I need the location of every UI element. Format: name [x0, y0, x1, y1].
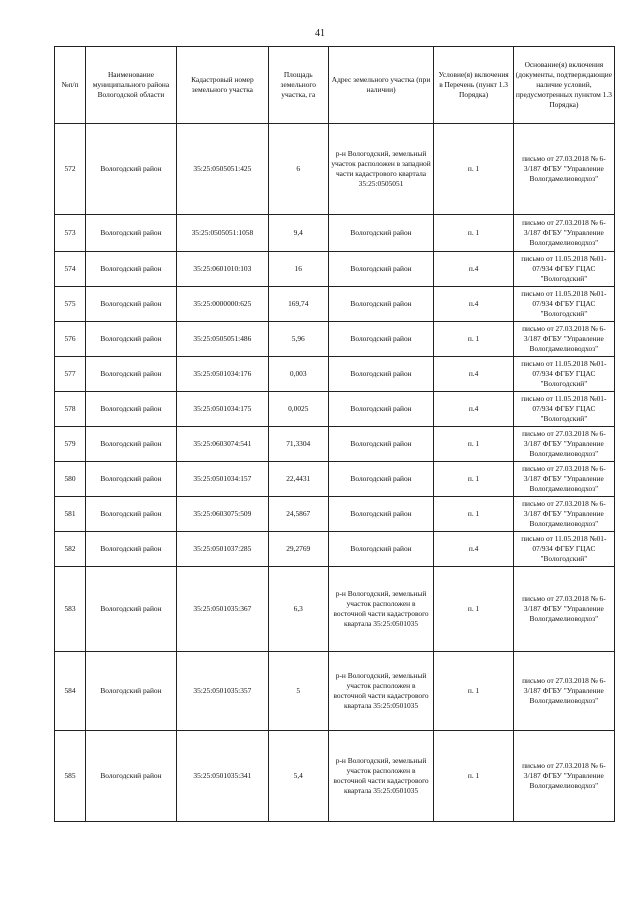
- cell-district: Вологодский район: [86, 252, 177, 287]
- header-cadastral-number: Кадастровый номер земельного участка: [176, 47, 268, 124]
- header-condition: Условие(я) включения в Перечень (пункт 1.3 Порядка): [434, 47, 513, 124]
- cell-num: 581: [55, 497, 86, 532]
- table-row: [55, 322, 615, 357]
- cell-num: 573: [55, 215, 86, 252]
- cell-area: 169,74: [268, 287, 328, 322]
- page-number: 41: [315, 28, 325, 39]
- cell-area: 0,003: [268, 357, 328, 392]
- cell-district: Вологодский район: [86, 462, 177, 497]
- cell-num: 577: [55, 357, 86, 392]
- cell-area: 5: [268, 652, 328, 731]
- cell-area: 5,96: [268, 322, 328, 357]
- table-row: [55, 731, 615, 822]
- cell-basis: письмо от 11.05.2018 №01-07/934 ФГБУ ГЦАС "Вологодский": [513, 252, 614, 287]
- cell-cadastral-number: 35:25:0601010:103: [176, 252, 268, 287]
- cell-num: 572: [55, 124, 86, 215]
- cell-condition: п.4: [434, 287, 513, 322]
- cell-area: 71,3304: [268, 427, 328, 462]
- cell-area: 6: [268, 124, 328, 215]
- cell-condition: п. 1: [434, 215, 513, 252]
- cell-district: Вологодский район: [86, 215, 177, 252]
- header-district: Наименование муниципального района Вологодской области: [86, 47, 177, 124]
- cell-district: Вологодский район: [86, 567, 177, 652]
- table-row: [55, 287, 615, 322]
- cell-cadastral-number: 35:25:0505051:425: [176, 124, 268, 215]
- cell-address: р-н Вологодский, земельный участок расположен в западной части кадастрового квартала 35:25:0505051: [328, 124, 434, 215]
- table-header-row: [55, 47, 615, 124]
- cell-district: Вологодский район: [86, 532, 177, 567]
- cell-condition: п. 1: [434, 567, 513, 652]
- cell-num: 574: [55, 252, 86, 287]
- cell-cadastral-number: 35:25:0501035:367: [176, 567, 268, 652]
- cell-district: Вологодский район: [86, 392, 177, 427]
- cell-basis: письмо от 11.05.2018 №01-07/934 ФГБУ ГЦАС "Вологодский": [513, 532, 614, 567]
- cell-district: Вологодский район: [86, 357, 177, 392]
- cell-num: 578: [55, 392, 86, 427]
- cell-num: 576: [55, 322, 86, 357]
- cell-district: Вологодский район: [86, 287, 177, 322]
- cell-address: р-н Вологодский, земельный участок расположен в восточной части кадастрового квартала 35:25:0501035: [328, 731, 434, 822]
- cell-area: 6,3: [268, 567, 328, 652]
- cell-basis: письмо от 27.03.2018 № 6-3/187 ФГБУ "Управление Вологдамелиоводхоз": [513, 215, 614, 252]
- cell-condition: п. 1: [434, 462, 513, 497]
- cell-condition: п. 1: [434, 497, 513, 532]
- cell-condition: п.4: [434, 532, 513, 567]
- cell-address: Вологодский район: [328, 392, 434, 427]
- cell-area: 5,4: [268, 731, 328, 822]
- table-row: [55, 567, 615, 652]
- cell-condition: п. 1: [434, 322, 513, 357]
- cell-address: Вологодский район: [328, 357, 434, 392]
- cell-num: 579: [55, 427, 86, 462]
- cell-area: 24,5867: [268, 497, 328, 532]
- table-row: [55, 252, 615, 287]
- cell-district: Вологодский район: [86, 124, 177, 215]
- cell-basis: письмо от 27.03.2018 № 6-3/187 ФГБУ "Управление Вологдамелиоводхоз": [513, 427, 614, 462]
- cell-address: Вологодский район: [328, 215, 434, 252]
- cell-num: 582: [55, 532, 86, 567]
- cell-basis: письмо от 11.05.2018 №01-07/934 ФГБУ ГЦАС "Вологодский": [513, 357, 614, 392]
- cell-address: Вологодский район: [328, 532, 434, 567]
- cell-cadastral-number: 35:25:0501035:341: [176, 731, 268, 822]
- cell-basis: письмо от 27.03.2018 № 6-3/187 ФГБУ "Управление Вологдамелиоводхоз": [513, 124, 614, 215]
- cell-condition: п.4: [434, 392, 513, 427]
- table-row: [55, 532, 615, 567]
- cell-address: Вологодский район: [328, 427, 434, 462]
- cell-area: 29,2769: [268, 532, 328, 567]
- cell-cadastral-number: 35:25:0000000:625: [176, 287, 268, 322]
- land-plot-registry-table: [54, 46, 615, 822]
- cell-num: 585: [55, 731, 86, 822]
- table-row: [55, 462, 615, 497]
- cell-cadastral-number: 35:25:0501035:357: [176, 652, 268, 731]
- cell-basis: письмо от 27.03.2018 № 6-3/187 ФГБУ "Управление Вологдамелиоводхоз": [513, 497, 614, 532]
- cell-condition: п. 1: [434, 124, 513, 215]
- cell-num: 575: [55, 287, 86, 322]
- cell-address: Вологодский район: [328, 287, 434, 322]
- header-address: Адрес земельного участка (при наличии): [328, 47, 434, 124]
- cell-district: Вологодский район: [86, 322, 177, 357]
- cell-basis: письмо от 27.03.2018 № 6-3/187 ФГБУ "Управление Вологдамелиоводхоз": [513, 567, 614, 652]
- cell-cadastral-number: 35:25:0501034:175: [176, 392, 268, 427]
- table-row: [55, 427, 615, 462]
- cell-condition: п. 1: [434, 652, 513, 731]
- cell-district: Вологодский район: [86, 731, 177, 822]
- cell-basis: письмо от 27.03.2018 № 6-3/187 ФГБУ "Управление Вологдамелиоводхоз": [513, 462, 614, 497]
- cell-area: 22,4431: [268, 462, 328, 497]
- cell-basis: письмо от 27.03.2018 № 6-3/187 ФГБУ "Управление Вологдамелиоводхоз": [513, 731, 614, 822]
- cell-cadastral-number: 35:25:0501034:157: [176, 462, 268, 497]
- header-num: №п/п: [55, 47, 86, 124]
- header-area: Площадь земельного участка, га: [268, 47, 328, 124]
- table-row: [55, 215, 615, 252]
- cell-address: р-н Вологодский, земельный участок расположен в восточной части кадастрового квартала 35:25:0501035: [328, 652, 434, 731]
- cell-cadastral-number: 35:25:0505051:486: [176, 322, 268, 357]
- cell-condition: п.4: [434, 252, 513, 287]
- cell-cadastral-number: 35:25:0603075:509: [176, 497, 268, 532]
- cell-condition: п. 1: [434, 427, 513, 462]
- cell-cadastral-number: 35:25:0501034:176: [176, 357, 268, 392]
- table-row: [55, 497, 615, 532]
- cell-district: Вологодский район: [86, 652, 177, 731]
- cell-address: Вологодский район: [328, 497, 434, 532]
- cell-district: Вологодский район: [86, 497, 177, 532]
- table-row: [55, 392, 615, 427]
- cell-num: 580: [55, 462, 86, 497]
- cell-basis: письмо от 11.05.2018 №01-07/934 ФГБУ ГЦАС "Вологодский": [513, 287, 614, 322]
- cell-basis: письмо от 27.03.2018 № 6-3/187 ФГБУ "Управление Вологдамелиоводхоз": [513, 322, 614, 357]
- header-basis: Основание(я) включения (документы, подтверждающие наличие условий, предусмотренных пунктом 1.3 Порядка): [513, 47, 614, 124]
- cell-area: 0,0025: [268, 392, 328, 427]
- table-row: [55, 357, 615, 392]
- cell-cadastral-number: 35:25:0603074:541: [176, 427, 268, 462]
- cell-address: Вологодский район: [328, 462, 434, 497]
- cell-cadastral-number: 35:25:0505051:1058: [176, 215, 268, 252]
- cell-area: 16: [268, 252, 328, 287]
- cell-district: Вологодский район: [86, 427, 177, 462]
- cell-condition: п. 1: [434, 731, 513, 822]
- cell-address: Вологодский район: [328, 252, 434, 287]
- cell-condition: п.4: [434, 357, 513, 392]
- cell-num: 583: [55, 567, 86, 652]
- cell-cadastral-number: 35:25:0501037:285: [176, 532, 268, 567]
- cell-basis: письмо от 11.05.2018 №01-07/934 ФГБУ ГЦАС "Вологодский": [513, 392, 614, 427]
- cell-basis: письмо от 27.03.2018 № 6-3/187 ФГБУ "Управление Вологдамелиоводхоз": [513, 652, 614, 731]
- cell-area: 9,4: [268, 215, 328, 252]
- cell-num: 584: [55, 652, 86, 731]
- cell-address: Вологодский район: [328, 322, 434, 357]
- table-row: [55, 124, 615, 215]
- cell-address: р-н Вологодский, земельный участок расположен в восточной части кадастрового квартала 35:25:0501035: [328, 567, 434, 652]
- table-row: [55, 652, 615, 731]
